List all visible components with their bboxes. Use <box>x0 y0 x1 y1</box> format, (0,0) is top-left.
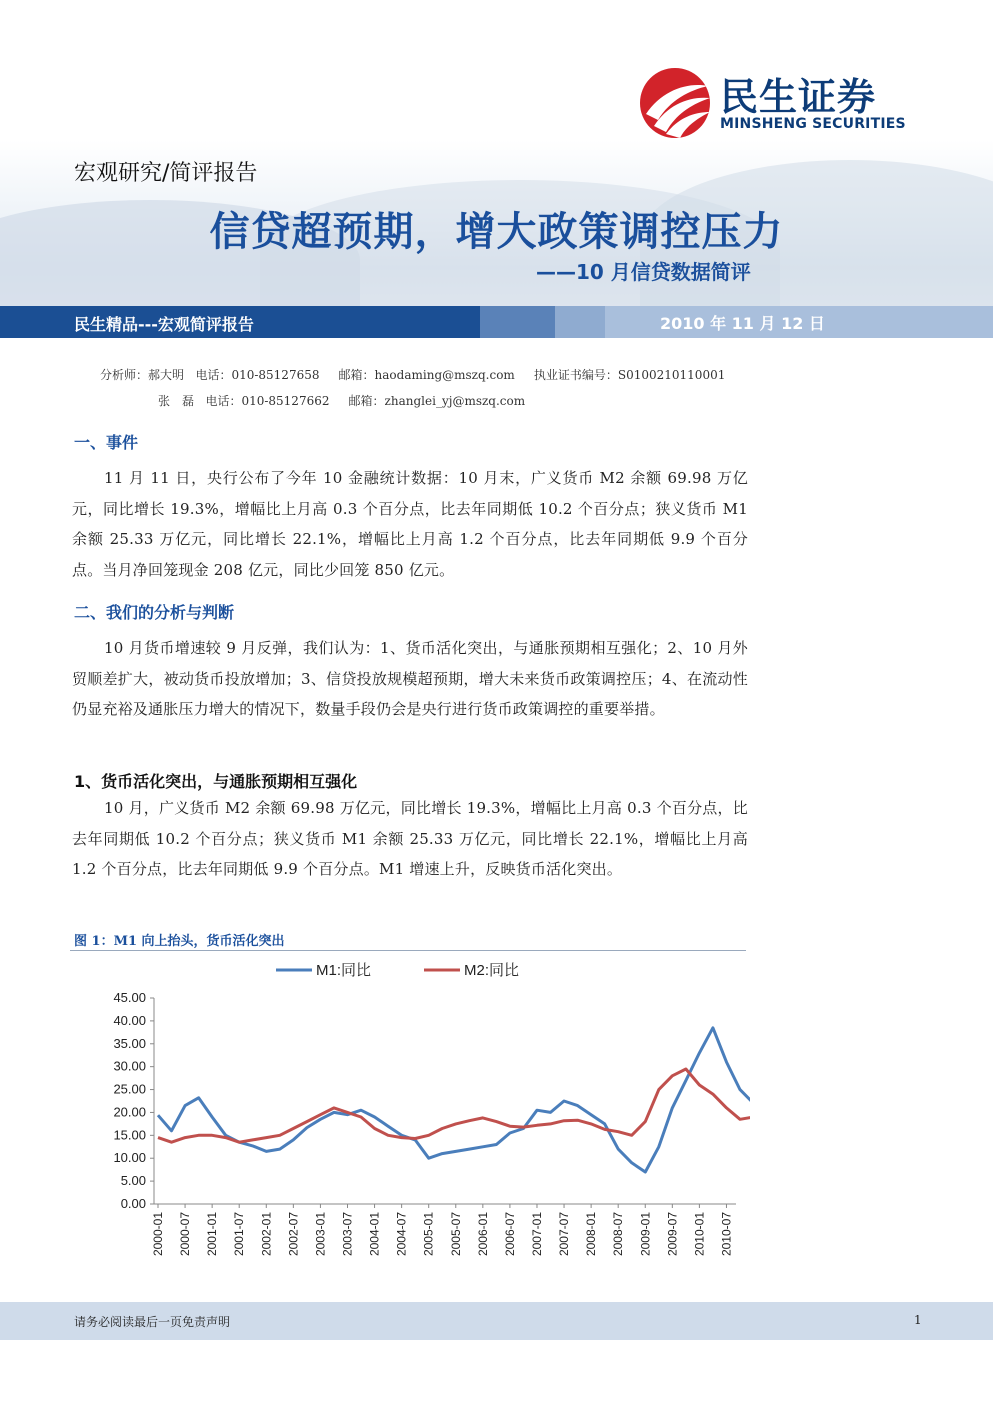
page-number: 1 <box>914 1313 922 1327</box>
section-heading: 一、事件 <box>74 433 139 452</box>
x-tick-label: 2007-01 <box>529 1212 544 1257</box>
x-tick-label: 2001-01 <box>205 1212 220 1257</box>
y-tick-label: 0.00 <box>120 1196 146 1211</box>
figure-caption: 图 1：M1 向上抬头，货币活化突出 <box>74 934 285 949</box>
x-tick-label: 2005-07 <box>448 1212 463 1257</box>
caption-divider <box>70 950 746 951</box>
y-tick-label: 40.00 <box>113 1012 146 1028</box>
logo-english-name: MINSHENG SECURITIES <box>720 116 906 132</box>
analyst-info-row: 分析师：郝大明 电话：010-85127658 邮箱：haodaming@mszq.com 执业证书编号：S0100210110001 <box>100 368 726 382</box>
page-subtitle: ——10 月信贷数据简评 <box>536 260 751 284</box>
y-tick-label: 30.00 <box>113 1058 146 1074</box>
x-tick-label: 2003-07 <box>340 1212 355 1257</box>
body-paragraph: 10 月，广义货币 M2 余额 69.98 万亿元，同比增长 19.3%，增幅比上月高 0.3 个百分点，比去年同期低 10.2 个百分点；狭义货币 M1 余额 25.33 万亿元，同比增长 22.1%，增幅比上月高 1.2 个百分点，比去年同期低 9.9 个百分点。M1 增速上升，反映货币活化突出。 <box>72 799 748 878</box>
x-tick-label: 2006-01 <box>475 1212 490 1257</box>
x-tick-label: 2004-01 <box>367 1212 382 1257</box>
x-tick-label: 2002-01 <box>259 1212 274 1257</box>
disclaimer-note: 请务必阅读最后一页免责声明 <box>74 1315 231 1329</box>
company-logo <box>640 66 920 142</box>
body-paragraph: 11 月 11 日，央行公布了今年 10 金融统计数据：10 月末，广义货币 M2 余额 69.98 万亿元，同比增长 19.3%，增幅比上月高 0.3 个百分点，比去年同期低 10.2 个百分点；狭义货币 M1 余额 25.33 万亿元，同比增长 22.1%，增幅比上月高 1.2 个百分点，比去年同期低 9.9 个百分点。当月净回笼现金 208 亿元，同比少回笼 850 亿元。 <box>72 469 748 579</box>
y-tick-label: 25.00 <box>113 1081 146 1097</box>
x-tick-label: 2001-07 <box>232 1212 247 1257</box>
chart-canvas <box>74 952 750 1302</box>
x-tick-label: 2009-07 <box>665 1212 680 1257</box>
x-tick-label: 2010-07 <box>719 1212 734 1257</box>
logo-chinese-name: 民生证券 <box>720 75 877 119</box>
y-tick-label: 20.00 <box>113 1104 146 1120</box>
logo-mark-icon <box>640 68 710 138</box>
line-chart <box>74 952 750 1302</box>
x-tick-label: 2000-07 <box>178 1212 193 1257</box>
x-tick-label: 2008-07 <box>611 1212 626 1257</box>
y-tick-label: 45.00 <box>113 990 146 1005</box>
chart-legend <box>276 962 519 979</box>
x-tick-label: 2010-01 <box>692 1212 707 1257</box>
report-type: 宏观研究/简评报告 <box>74 161 258 186</box>
x-tick-label: 2000-01 <box>151 1212 165 1257</box>
x-tick-label: 2004-07 <box>394 1212 409 1257</box>
band-series-label: 民生精品---宏观简评报告 <box>74 315 254 334</box>
legend-label: M1:同比 <box>316 962 372 979</box>
y-tick-label: 15.00 <box>113 1127 146 1143</box>
y-tick-label: 10.00 <box>113 1150 146 1166</box>
x-tick-label: 2008-01 <box>584 1212 599 1257</box>
section-heading: 二、我们的分析与判断 <box>74 603 235 622</box>
x-tick-label: 2006-07 <box>502 1212 517 1257</box>
report-date: 2010 年 11 月 12 日 <box>660 314 825 333</box>
x-tick-label: 2009-01 <box>638 1212 653 1257</box>
y-tick-label: 5.00 <box>120 1173 146 1189</box>
m1-series-line <box>158 1028 750 1172</box>
band-segment <box>555 306 605 338</box>
analyst-info-row: 张 磊 电话：010-85127662 邮箱：zhanglei_yj@mszq.com <box>158 394 526 408</box>
legend-label: M2:同比 <box>464 962 520 979</box>
x-tick-label: 2005-01 <box>421 1212 436 1257</box>
y-tick-label: 35.00 <box>113 1035 146 1051</box>
band-segment <box>480 306 555 338</box>
body-paragraph: 10 月货币增速较 9 月反弹，我们认为：1、货币活化突出，与通胀预期相互强化；2、10 月外贸顺差扩大，被动货币投放增加；3、信贷投放规模超预期，增大未来货币政策调控压；4、在流动性仍显充裕及通胀压力增大的情况下，数量手段仍会是央行进行货币政策调控的重要举措。 <box>72 639 748 718</box>
x-tick-label: 2003-01 <box>313 1212 328 1257</box>
page-title: 信贷超预期，增大政策调控压力 <box>209 209 784 255</box>
x-tick-label: 2007-07 <box>557 1212 572 1257</box>
x-tick-label: 2002-07 <box>286 1212 301 1257</box>
chart-series <box>158 1028 750 1172</box>
m2-series-line <box>158 1069 750 1142</box>
subsection-heading: 1、货币活化突出，与通胀预期相互强化 <box>74 772 358 791</box>
